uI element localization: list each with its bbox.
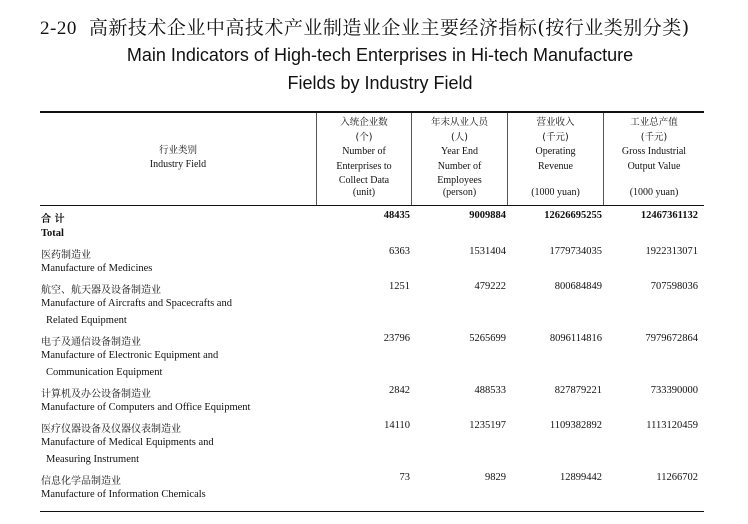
cell-value: 800684849 <box>554 281 602 292</box>
column-header-en: Revenue <box>538 160 573 172</box>
table-title-cn <box>40 13 720 40</box>
cell-value: 6363 <box>389 246 410 257</box>
row-label-cn: 电子及通信设备制造业 <box>41 337 141 348</box>
cell-value: 827879221 <box>554 385 602 396</box>
row-label-cn: 信息化学品制造业 <box>41 476 121 487</box>
cell-value: 733390000 <box>650 385 698 396</box>
column-header-unit: (unit) <box>352 186 376 198</box>
column-header-revenue <box>508 116 603 202</box>
row-label-cn: 医药制造业 <box>41 250 91 261</box>
row-label-en-cont: Communication Equipment <box>46 367 163 378</box>
cell-value: 9829 <box>485 472 506 483</box>
row-label-en: Manufacture of Aircrafts and Spacecrafts and <box>41 298 232 309</box>
column-header-en: Gross Industrial <box>621 146 687 157</box>
column-header-en: Collect Data <box>338 175 390 186</box>
industry-field-header <box>40 144 316 172</box>
cell-value: 23796 <box>383 333 410 344</box>
column-header-en: Operating <box>535 146 576 157</box>
row-label-en: Manufacture of Computers and Office Equipment <box>41 402 251 413</box>
column-header-en: Number of <box>342 146 386 157</box>
table-title-cn-text: 高新技术企业中高技术产业制造业企业主要经济指标(按行业类别分类) <box>88 17 690 39</box>
industry-field-header-en: Industry Field <box>149 159 207 170</box>
cell-value: 488533 <box>474 385 506 396</box>
cell-value: 1235197 <box>469 420 506 431</box>
industry-field-header-cn: 行业类别 <box>158 145 197 156</box>
column-header-cn-unit: (个) <box>355 131 373 143</box>
column-header-en: Output Value <box>627 160 681 172</box>
cell-value: 707598036 <box>650 281 698 292</box>
cell-value: 48435 <box>383 210 410 221</box>
column-header-cn: 年末从业人员 <box>430 117 488 128</box>
column-header-output-value <box>604 116 704 202</box>
column-header-cn: 入统企业数 <box>340 117 388 128</box>
column-header-cn: 工业总产值 <box>630 117 678 128</box>
cell-value: 12899442 <box>560 472 602 483</box>
header-bottom-rule <box>40 205 704 206</box>
row-label-en: Manufacture of Medical Equipments and <box>41 437 214 448</box>
column-header-en: Number of <box>437 160 482 172</box>
cell-value: 5265699 <box>469 333 506 344</box>
row-label-en-total: Total <box>41 228 64 239</box>
column-header-cn-unit: (千元) <box>640 131 668 143</box>
cell-value: 1109382892 <box>549 420 602 431</box>
table-title-en-line2: Fields by Industry Field <box>287 73 473 93</box>
cell-value: 9009884 <box>469 210 506 221</box>
column-header-unit: (1000 yuan) <box>531 186 580 198</box>
column-header-en: Employees <box>437 175 482 186</box>
row-label-cn: 医疗仪器设备及仪器仪表制造业 <box>41 424 181 435</box>
cell-value: 73 <box>399 472 410 483</box>
cell-value: 1113120459 <box>646 420 698 431</box>
column-header-unit: (1000 yuan) <box>629 186 679 198</box>
cell-value: 479222 <box>474 281 506 292</box>
table-bottom-rule <box>40 511 704 512</box>
table-title-en-line1: Main Indicators of High-tech Enterprises in Hi-tech Manufacture <box>126 45 634 65</box>
cell-value: 1251 <box>389 281 410 292</box>
column-header-cn: 营业收入 <box>536 117 575 128</box>
column-header-en: Year End <box>440 146 479 157</box>
cell-value: 12467361132 <box>640 210 698 221</box>
cell-value: 11266702 <box>656 472 698 483</box>
column-header-unit: (person) <box>442 186 477 198</box>
column-header-en: Enterprises to <box>336 160 392 172</box>
cell-value: 1531404 <box>469 246 506 257</box>
table-number: 2-20 <box>40 18 77 39</box>
cell-value: 8096114816 <box>549 333 602 344</box>
cell-value: 14110 <box>384 420 410 431</box>
column-header-employees <box>412 116 507 202</box>
row-label-cn-total: 合 计 <box>41 214 65 225</box>
cell-value: 1922313071 <box>645 246 698 257</box>
cell-value: 7979672864 <box>645 333 698 344</box>
cell-value: 1779734035 <box>549 246 602 257</box>
row-label-en: Manufacture of Electronic Equipment and <box>41 350 219 361</box>
table-top-rule <box>40 111 704 113</box>
column-header-enterprises <box>317 116 411 202</box>
row-label-en: Manufacture of Information Chemicals <box>41 489 206 500</box>
cell-value: 2842 <box>389 385 410 396</box>
column-header-cn-unit: (千元) <box>542 131 569 143</box>
row-label-en-cont: Measuring Instrument <box>46 454 140 465</box>
row-label-en-cont: Related Equipment <box>46 315 127 326</box>
cell-value: 12626695255 <box>544 210 602 221</box>
column-header-cn-unit: (人) <box>451 131 468 143</box>
row-label-en: Manufacture of Medicines <box>41 263 153 274</box>
row-label-cn: 计算机及办公设备制造业 <box>41 389 151 400</box>
row-label-cn: 航空、航天器及设备制造业 <box>41 285 161 296</box>
